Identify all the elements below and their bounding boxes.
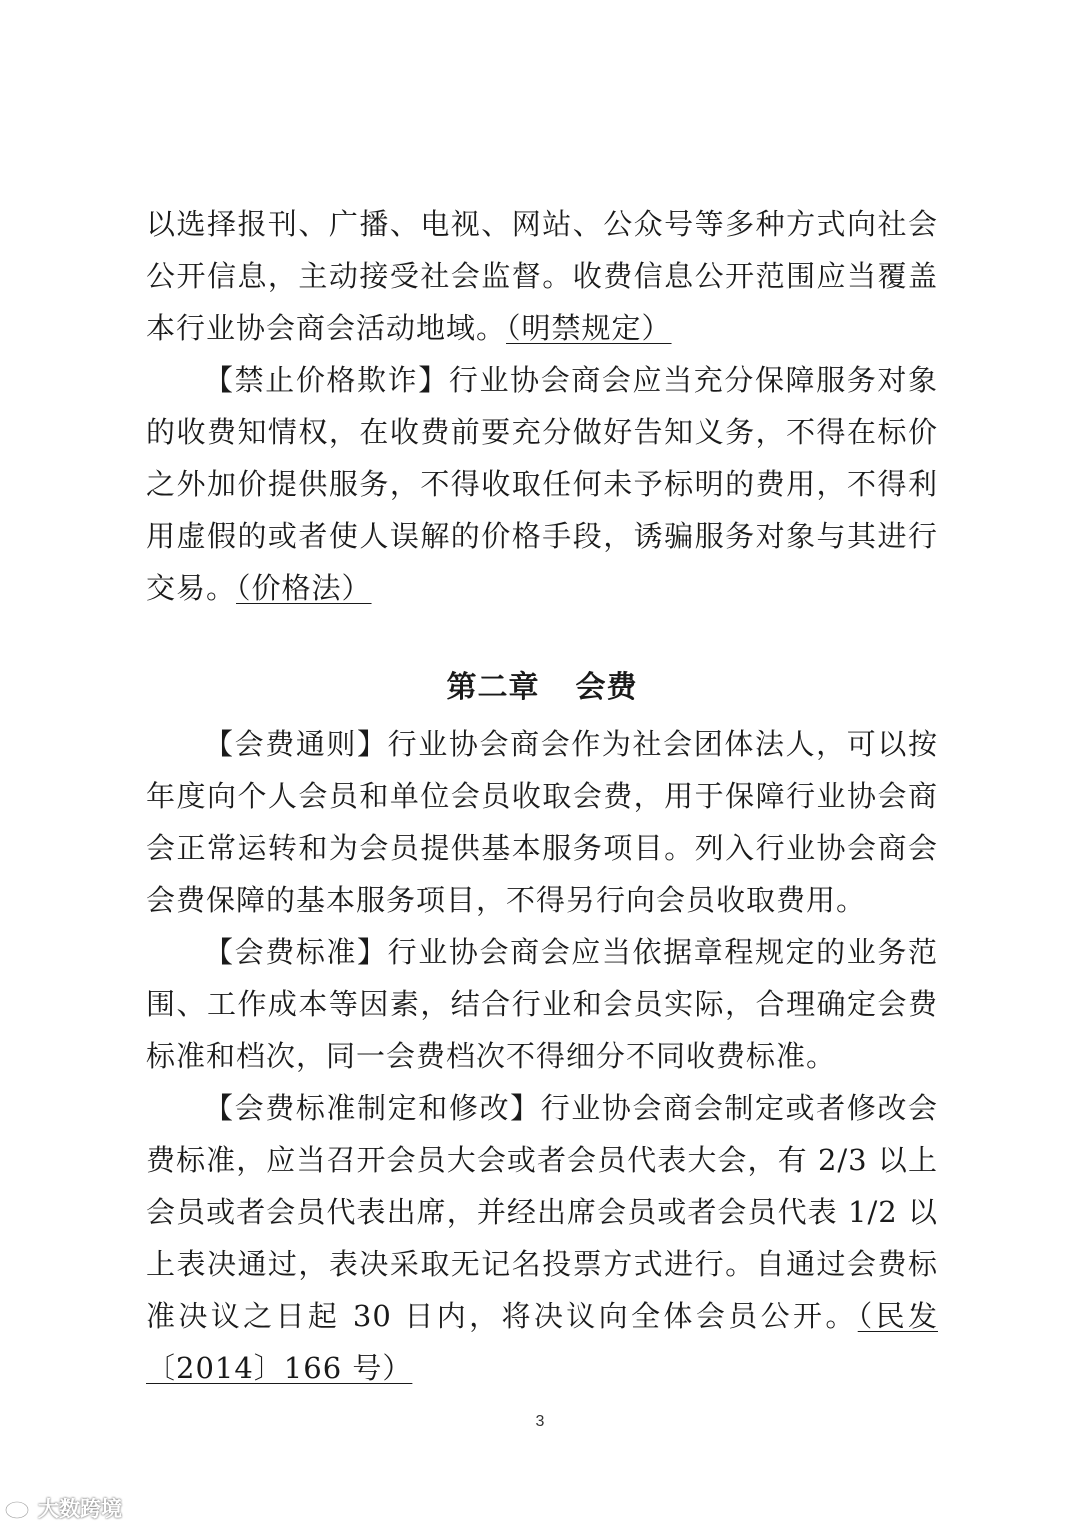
- page-number: 3: [535, 1413, 545, 1430]
- legal-reference: （明禁规定）: [506, 311, 672, 345]
- chapter-number: 第二章: [446, 670, 540, 705]
- paragraph: 【禁止价格欺诈】行业协会商会应当充分保障服务对象的收费知情权，在收费前要充分做好告知义务，不得在标价之外加价提供服务，不得收取任何未予标明的费用，不得利用虚假的或者使人误解的价格手段，诱骗服务对象与其进行交易。（价格法）: [146, 363, 938, 605]
- watermark: [4, 1494, 122, 1522]
- paragraph: 【会费标准】行业协会商会应当依据章程规定的业务范围、工作成本等因素，结合行业和会员实际，合理确定会费标准和档次，同一会费档次不得细分不同收费标准。: [146, 935, 938, 1073]
- chapter-heading: [146, 662, 938, 714]
- chapter-title: 会费: [575, 670, 638, 705]
- paragraph: 【会费标准制定和修改】行业协会商会制定或者修改会费标准，应当召开会员大会或者会员代表大会，有 2/3 以上会员或者会员代表出席，并经出席会员或者会员代表 1/2 以上表决通过，表决采取无记名投票方式进行。自通过会费标准决议之日起 30 日内，将决议向全体会员公开。（民发〔2014〕166 号）: [146, 1091, 938, 1385]
- legal-reference: （民发〔2014〕166 号）: [146, 1299, 938, 1385]
- body-text: [146, 198, 938, 1394]
- legal-reference: （价格法）: [236, 571, 372, 605]
- watermark-text: 大数跨境: [38, 1497, 122, 1521]
- weibo-logo-icon: [4, 1496, 34, 1520]
- paragraph: 【会费通则】行业协会商会作为社会团体法人，可以按年度向个人会员和单位会员收取会费，用于保障行业协会商会正常运转和为会员提供基本服务项目。列入行业协会商会会费保障的基本服务项目，不得另行向会员收取费用。: [146, 727, 938, 917]
- paragraph: 以选择报刊、广播、电视、网站、公众号等多种方式向社会公开信息，主动接受社会监督。收费信息公开范围应当覆盖本行业协会商会活动地域。（明禁规定）: [146, 207, 938, 345]
